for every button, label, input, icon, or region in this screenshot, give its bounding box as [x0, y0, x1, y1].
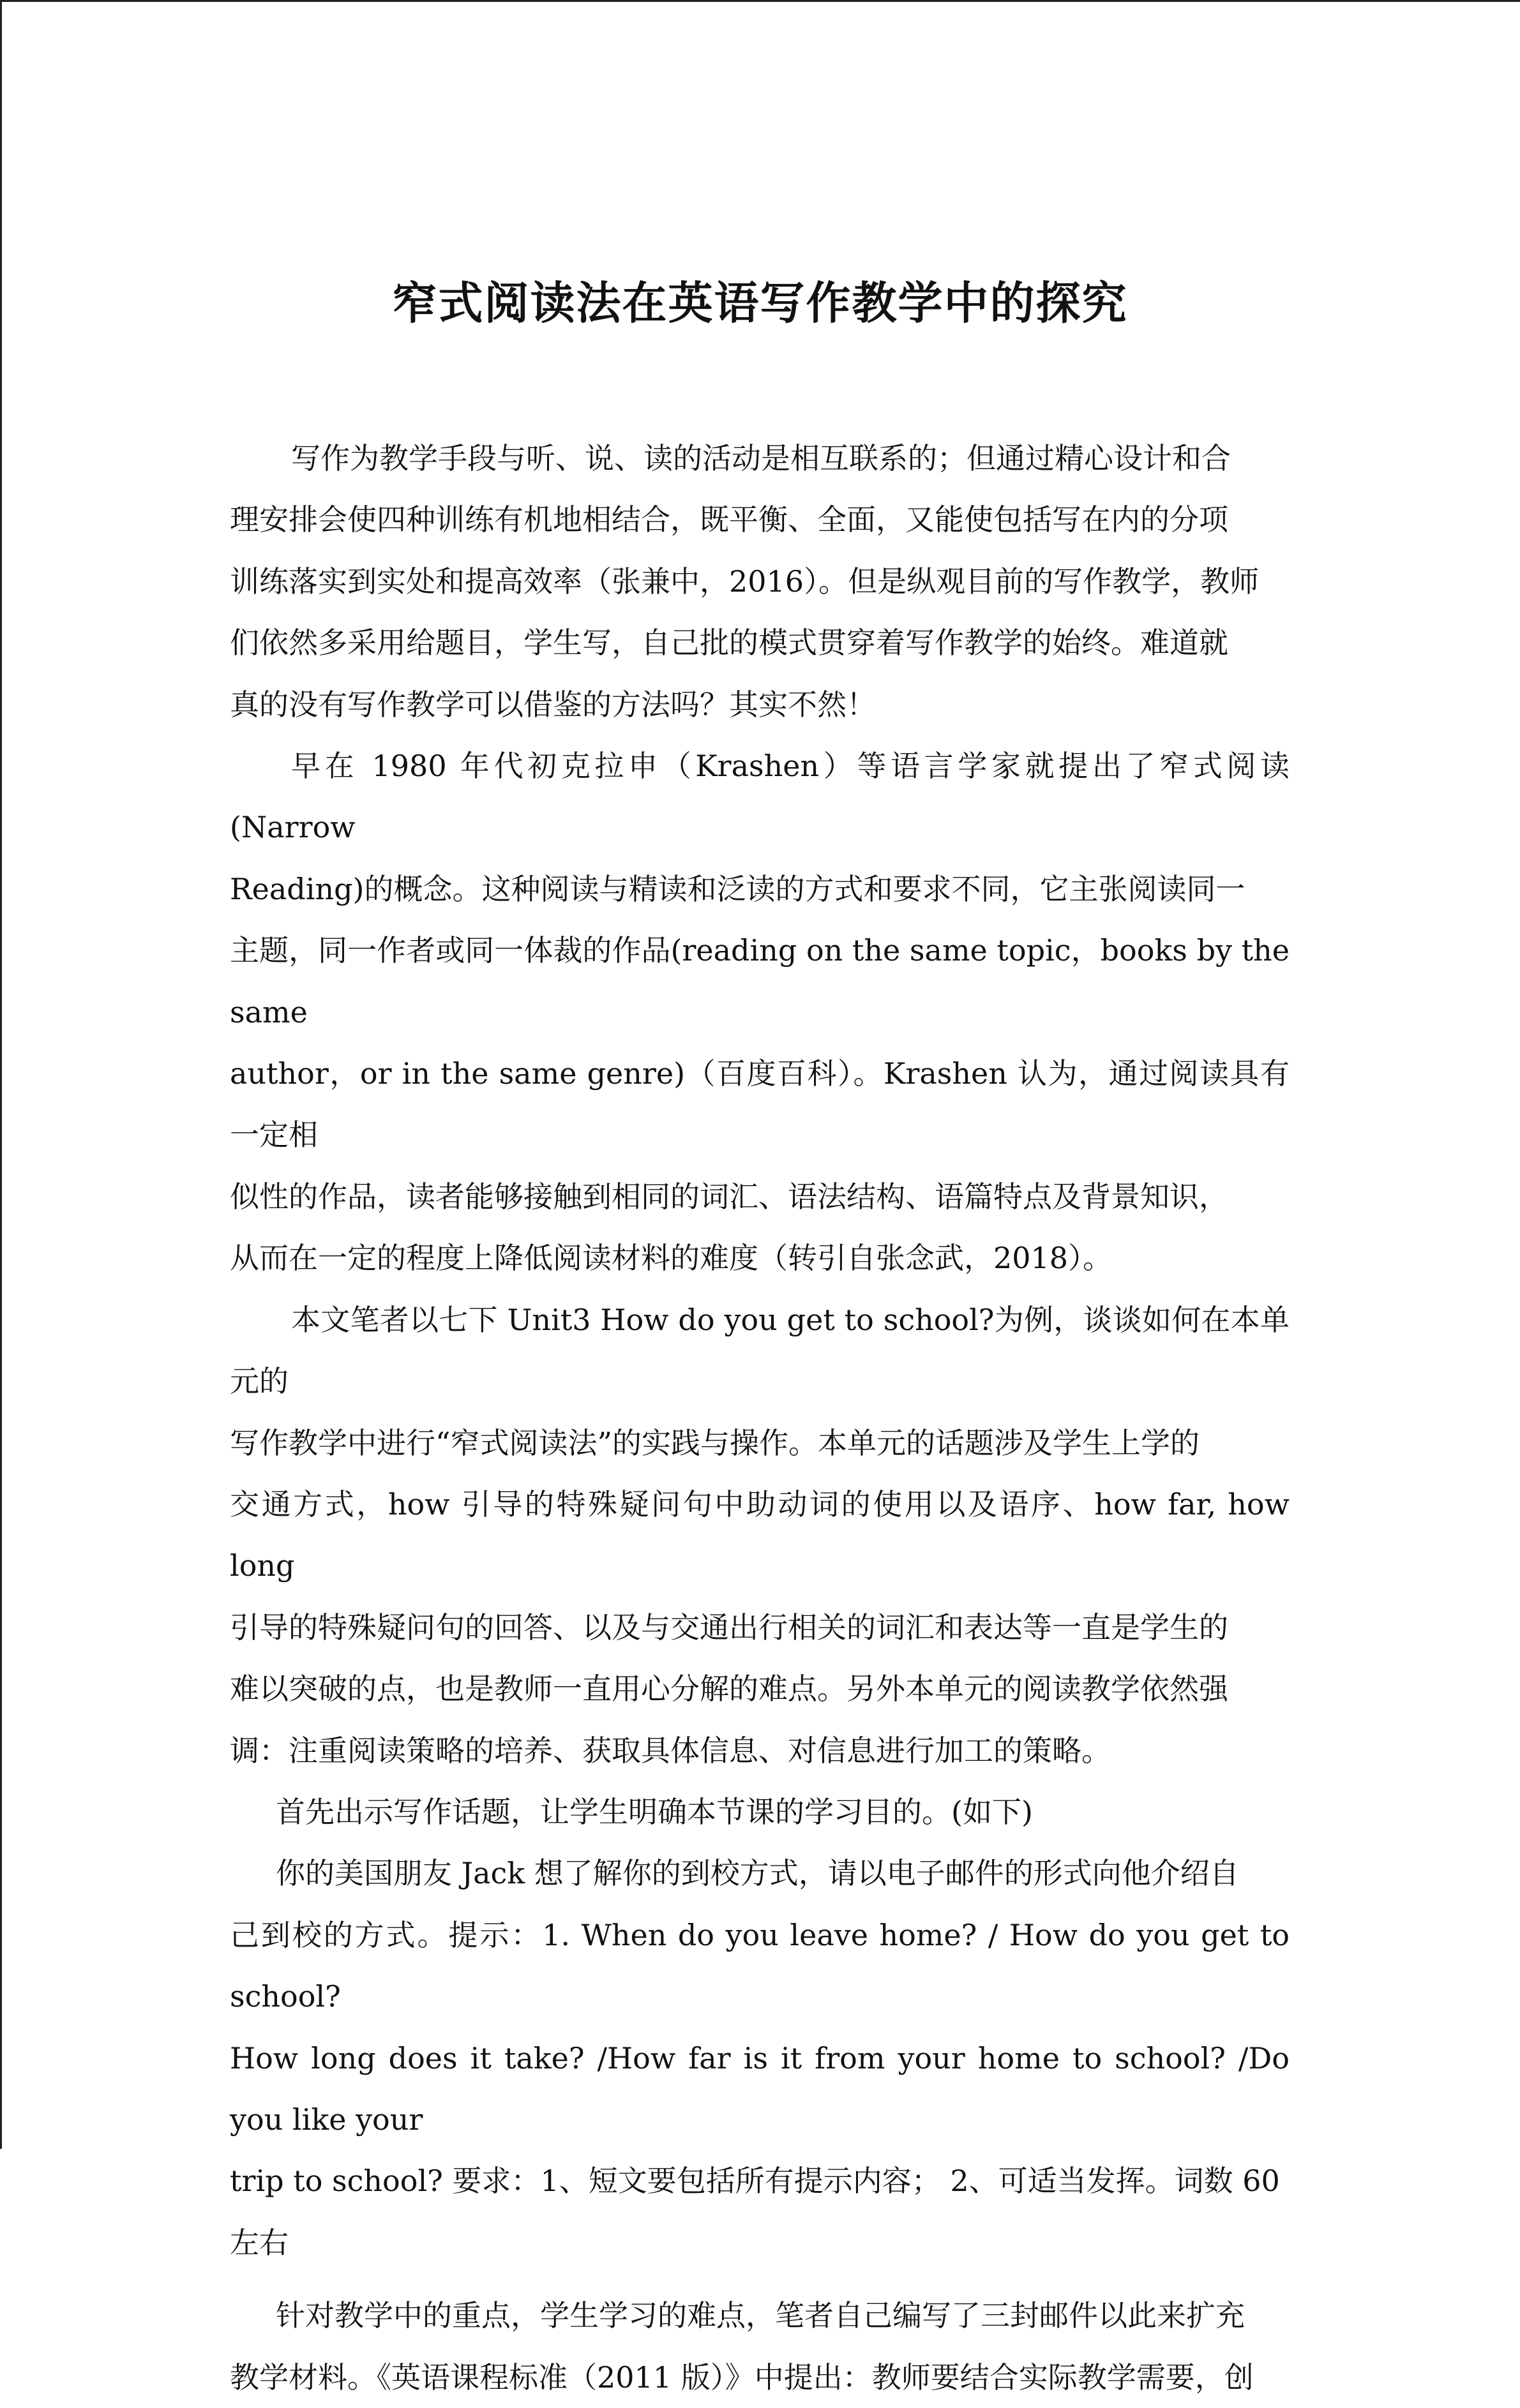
paragraph-writing-task: 你的美国朋友 Jack 想了解你的到校方式，请以电子邮件的形式向他介绍自 己到校的方式。提示：1. When do you leave home? / How do you get to school? How long does it take? /How far is it from your home to school? /Do you like your trip to school? 要求：1、短文要包括所有提示内容； 2、可适当发挥。词数 60 左右	[230, 1856, 1290, 2260]
paragraph-topic-intro: 首先出示写作话题，让学生明确本节课的学习目的。(如下)	[276, 1794, 1033, 1829]
paragraph-narrow-reading: 早在 1980 年代初克拉申（Krashen）等语言学家就提出了窄式阅读(Narrow Reading)的概念。这种阅读与精读和泛读的方式和要求不同，它主张阅读同一 主题，同一作者或同一体裁的作品(reading on the same topic，books by the same author，or in the same genre)（百度百科）。Krashen 认为，通过阅读具有一定相 似性的作品，读者能够接触到相同的词汇、语法结构、语篇特点及背景知识， 从而在一定的程度上降低阅读材料的难度（转引自张念武，2018）。	[230, 749, 1290, 1276]
paragraph-intro: 写作为教学手段与听、说、读的活动是相互联系的；但通过精心设计和合 理安排会使四种训练有机地相结合，既平衡、全面，又能使包括写在内的分项 训练落实到实处和提高效率（张兼中，2016）。但是纵观目前的写作教学，教师 们依然多采用给题目，学生写，自己批的模式贯穿着写作教学的始终。难道就 真的没有写作教学可以借鉴的方法吗？其实不然！	[230, 441, 1260, 722]
paragraph-materials: 针对教学中的重点，学生学习的难点，笔者自己编写了三封邮件以此来扩充 教学材料。《英语课程标准（2011 版）》中提出：教师要结合实际教学需要，创	[230, 2298, 1254, 2395]
document-title: 窄式阅读法在英语写作教学中的探究	[392, 276, 1128, 329]
paragraph-unit3: 本文笔者以七下 Unit3 How do you get to school?为例，谈谈如何在本单元的 写作教学中进行“窄式阅读法”的实践与操作。本单元的话题涉及学生上学的 交通方式，how 引导的特殊疑问句中助动词的使用以及语序、how far, how long 引导的特殊疑问句的回答、以及与交通出行相关的词汇和表达等一直是学生的 难以突破的点，也是教师一直用心分解的难点。另外本单元的阅读教学依然强 调：注重阅读策略的培养、获取具体信息、对信息进行加工的策略。	[230, 1302, 1290, 1768]
page-border-top	[0, 0, 1520, 2]
document-body	[230, 428, 1290, 2408]
